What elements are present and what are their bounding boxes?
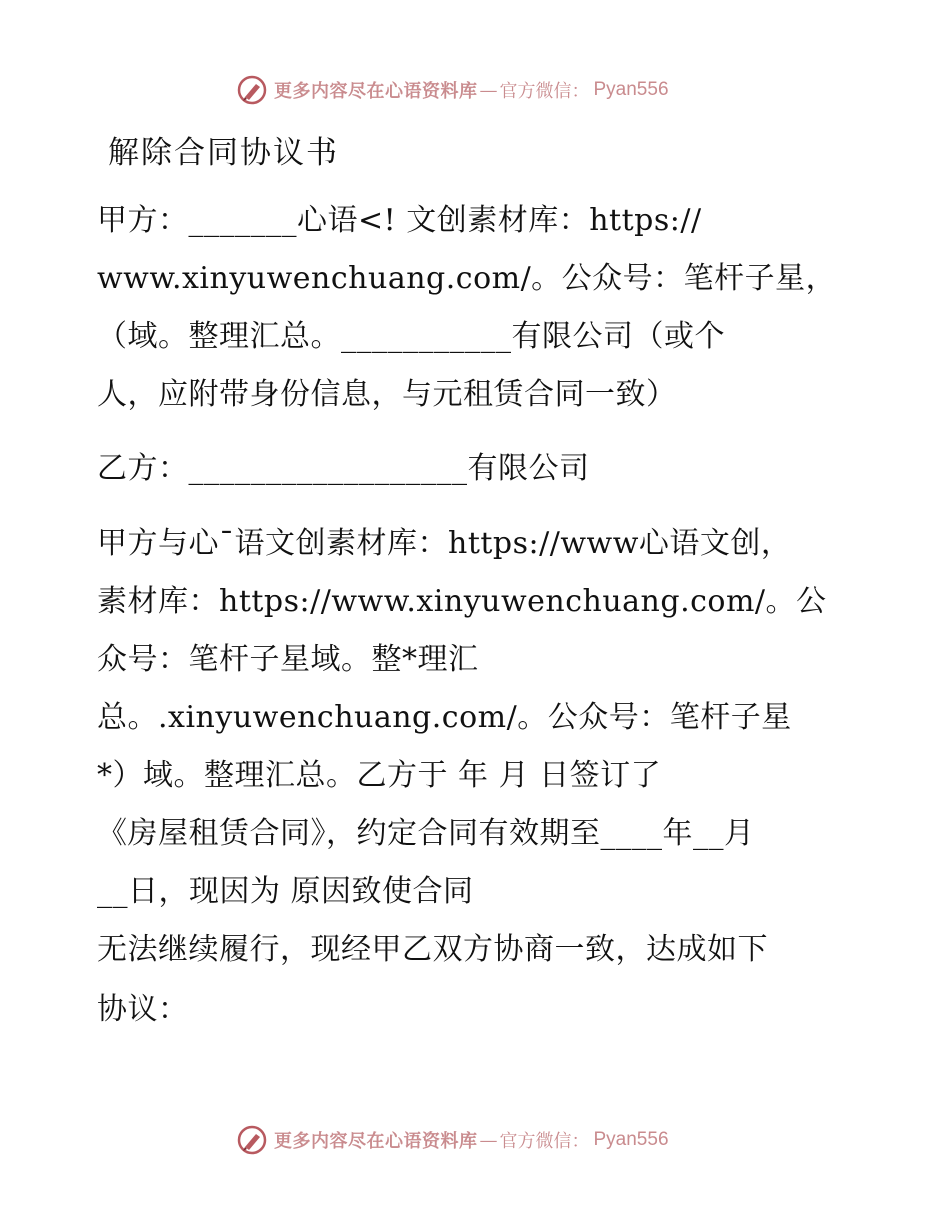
text-line-10: *）域。整理汇总。乙方于 年 月 日签订了 bbox=[97, 758, 662, 793]
banner-official-label: 官方微信： bbox=[499, 81, 590, 102]
text-line-14: 协议： bbox=[97, 992, 189, 1027]
text-line-1: 甲方：_______心语<! 文创素材库：https:// bbox=[97, 203, 702, 238]
text-line-9: 总。.xinyuwenchuang.com/。公众号：笔杆子星 bbox=[97, 700, 792, 735]
banner-official-label: 官方微信： bbox=[499, 1131, 590, 1152]
text-line-2: www.xinyuwenchuang.com/。公众号：笔杆子星， bbox=[97, 261, 837, 296]
document-title: 解除合同协议书 bbox=[108, 135, 339, 171]
text-line-8: 众号：笔杆子星域。整*理汇 bbox=[97, 642, 479, 677]
banner-account: Pyan556 bbox=[593, 1129, 669, 1150]
text-line-7: 素材库：https://www.xinyuwenchuang.com/。公 bbox=[97, 584, 827, 619]
text-line-4: 人，应附带身份信息，与元租赁合同一致） bbox=[97, 377, 677, 412]
pen-logo-icon bbox=[236, 74, 268, 106]
text-line-5: 乙方：__________________有限公司 bbox=[97, 451, 590, 486]
text-line-6: 甲方与心¯语文创素材库：https://www心语文创， bbox=[97, 526, 792, 561]
text-line-13: 无法继续履行，现经甲乙双方协商一致，达成如下 bbox=[97, 932, 768, 967]
text-line-11: 《房屋租赁合同》，约定合同有效期至____年__月 bbox=[97, 816, 755, 851]
footer-banner bbox=[236, 1122, 669, 1158]
pen-logo-icon bbox=[236, 1124, 268, 1156]
header-banner bbox=[236, 72, 669, 108]
text-line-12: __日，现因为 原因致使合同 bbox=[97, 874, 474, 909]
text-line-3: （域。整理汇总。___________有限公司（或个 bbox=[97, 319, 725, 354]
banner-brand: 更多内容尽在心语资料库 bbox=[274, 1131, 478, 1152]
banner-account: Pyan556 bbox=[593, 79, 669, 100]
banner-brand: 更多内容尽在心语资料库 bbox=[274, 81, 478, 102]
banner-dash: — bbox=[479, 1129, 498, 1151]
banner-dash: — bbox=[479, 79, 498, 101]
